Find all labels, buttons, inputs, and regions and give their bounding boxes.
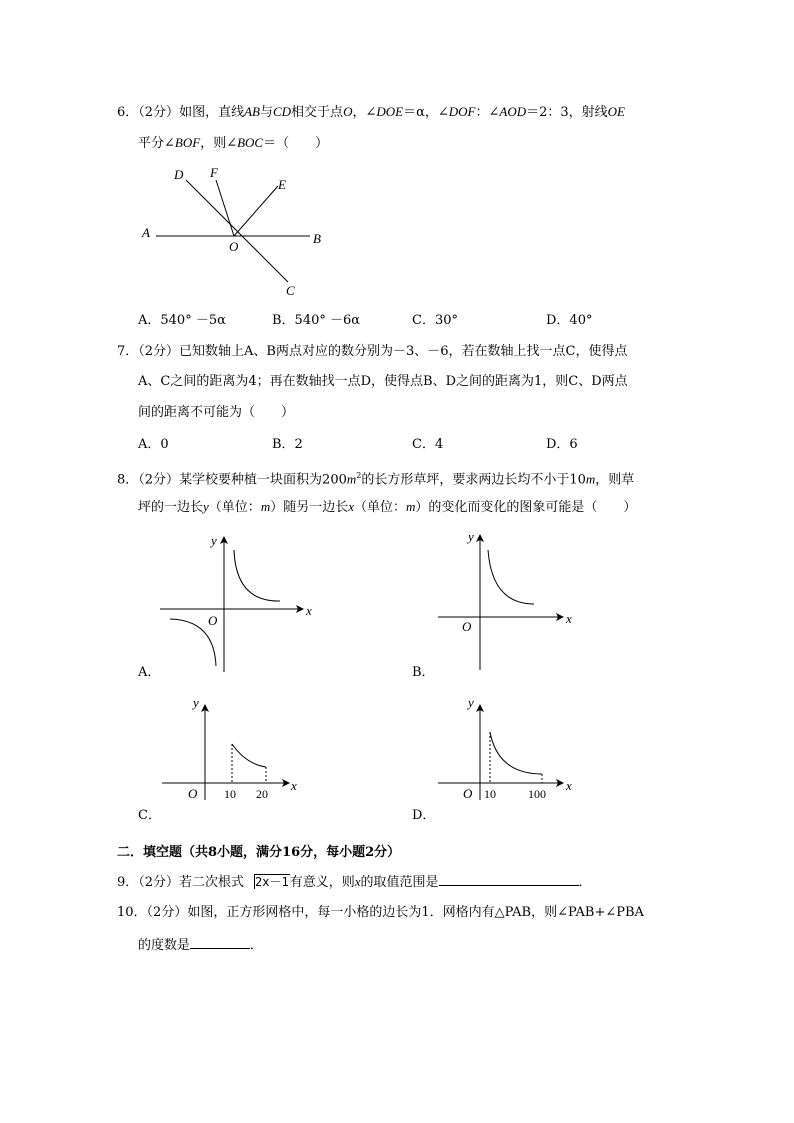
q10-line2: 的度数是 ．	[138, 935, 263, 955]
label-O: O	[208, 613, 218, 628]
q7-option-c[interactable]: C．4	[412, 437, 444, 452]
tick-20: 20	[256, 787, 268, 801]
label-F: F	[210, 165, 218, 180]
ray-OE	[234, 186, 278, 236]
q8-graph-a	[158, 532, 318, 677]
q8-option-c[interactable]: C．	[138, 808, 161, 823]
label-y: y	[468, 695, 474, 710]
sqrt-sign: 2x－1	[244, 873, 290, 892]
label-x: x	[566, 611, 572, 626]
q6-option-d[interactable]: D．40°	[546, 313, 593, 328]
label-x: x	[566, 778, 572, 793]
curve	[488, 550, 534, 604]
q7-line1: 7．（2分）已知数轴上A、B两点对应的数分别为－3、－6，若在数轴上找一点C，使得点	[117, 344, 628, 359]
q6-option-c[interactable]: C．30°	[412, 313, 458, 328]
tick-10: 10	[224, 787, 236, 801]
q8-graph-d	[436, 694, 596, 804]
ray-D-to-C	[186, 180, 288, 282]
q7-line3: 间的距离不可能为（ ）	[138, 405, 295, 420]
curve-q1	[234, 550, 280, 601]
q8-graph-b	[436, 526, 596, 671]
label-x: x	[291, 778, 297, 793]
label-y: y	[193, 695, 199, 710]
q7-option-a[interactable]: A．0	[138, 437, 169, 452]
q7-option-b[interactable]: B．2	[272, 437, 303, 452]
curve	[232, 744, 266, 767]
q7-option-d[interactable]: D．6	[546, 437, 578, 452]
q8-line2: 坪的一边长y（单位：m）随另一边长x（单位：m）的变化而变化的图象可能是（ ）	[138, 499, 637, 515]
label-C: C	[286, 283, 295, 298]
label-A: A	[142, 225, 150, 240]
q6-option-b[interactable]: B．540° －6α	[272, 313, 361, 328]
q8-option-d[interactable]: D．	[412, 808, 436, 823]
q6-option-a[interactable]: A．540° －5α	[138, 313, 226, 328]
q8-option-a[interactable]: A．	[138, 665, 161, 680]
section-title: 二．填空题（共8小题，满分16分，每小题2分）	[117, 845, 401, 860]
q10-answer-blank[interactable]	[190, 935, 250, 949]
label-E: E	[278, 177, 286, 192]
q8-line1: 8．（2分）某学校要种植一块面积为$200m^2$的长方形草坪，要求两边长均不小于10m，则草	[117, 471, 635, 488]
tick-100: 100	[528, 787, 546, 801]
q6-line1: 6．（2分）如图，直线AB与CD相交于点O，∠DOE＝α，∠DOF：∠AOD＝2：3，射线OE	[117, 104, 625, 120]
label-D: D	[174, 167, 184, 182]
label-y: y	[211, 533, 217, 548]
q8-option-b[interactable]: B．	[412, 665, 435, 680]
tick-10: 10	[484, 787, 496, 801]
label-O: O	[462, 619, 472, 634]
label-x: x	[306, 603, 312, 618]
q7-line2: A、C之间的距离为4；再在数轴找一点D，使得点B、D之间的距离为1，则C、D两点	[138, 374, 628, 389]
q9-line: 9．（2分）若二次根式 2x－1有意义，则x的取值范围是 ．	[117, 874, 592, 890]
label-y: y	[468, 529, 474, 544]
label-B: B	[313, 231, 321, 246]
q6-figure	[140, 162, 340, 302]
label-O: O	[188, 786, 198, 801]
ray-OF	[216, 180, 234, 236]
label-O: O	[229, 239, 239, 254]
q10-line1: 10．（2分）如图，正方形网格中，每一小格的边长为1．网格内有△PAB，则∠PAB+∠PBA	[117, 905, 644, 920]
q8-graph-c	[160, 694, 320, 804]
q9-answer-blank[interactable]	[439, 872, 579, 886]
curve	[490, 732, 542, 774]
q6-line2: 平分∠BOF，则∠BOC＝（ ）	[138, 135, 329, 151]
label-O: O	[463, 786, 473, 801]
